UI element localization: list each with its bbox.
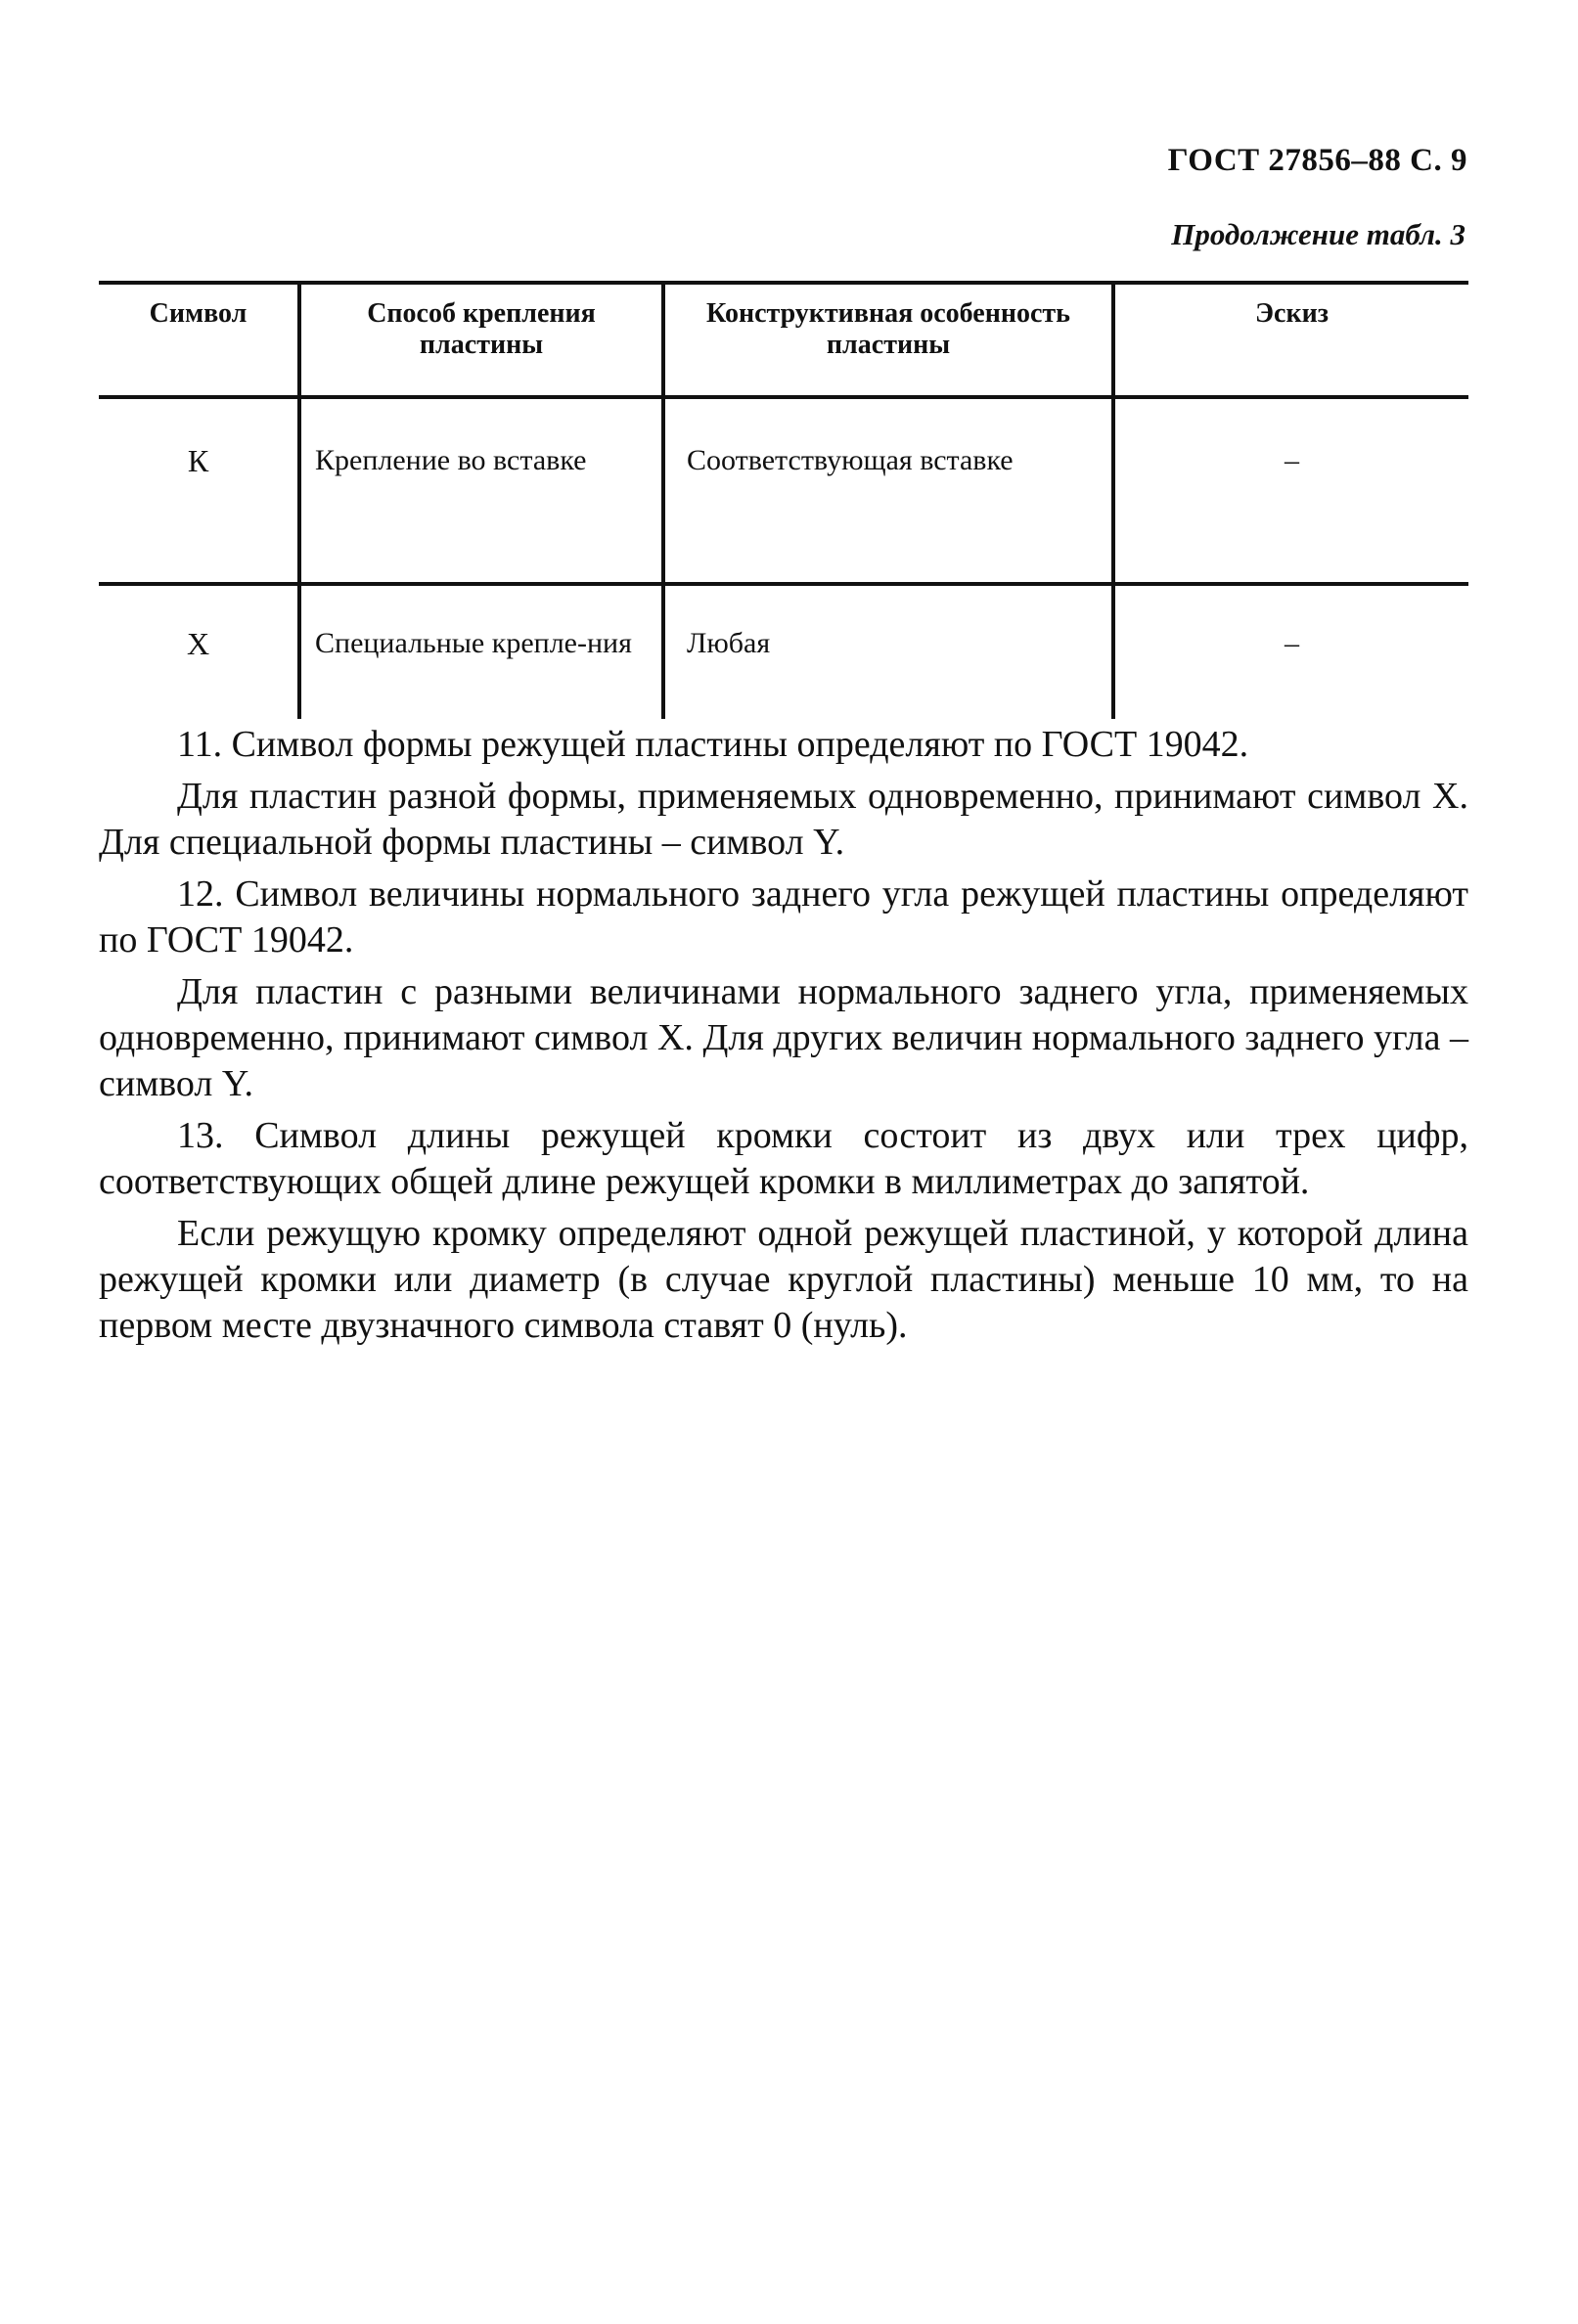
column-header-feature: Конструктивная особенность пластины: [663, 283, 1113, 397]
paragraph-11-note: Для пластин разной формы, применяемых одновременно, принимают символ Х. Для специальной формы пластины – символ Y.: [99, 776, 1468, 863]
cell-mounting: Специальные крепле-ния: [299, 584, 663, 719]
cell-symbol: К: [99, 397, 299, 584]
body-text: [99, 722, 1468, 1355]
paragraph-12: 12. Символ величины нормального заднего угла режущей пластины определяют по ГОСТ 19042.: [99, 873, 1468, 961]
cell-sketch: –: [1113, 397, 1468, 584]
cell-mounting: Крепление во вставке: [299, 397, 663, 584]
table-row: [99, 397, 1468, 584]
paragraph-11: 11. Символ формы режущей пластины определяют по ГОСТ 19042.: [177, 724, 1249, 765]
cell-sketch: –: [1113, 584, 1468, 719]
table-row: [99, 584, 1468, 719]
table-header-row: [99, 283, 1468, 397]
symbols-table: [99, 281, 1468, 719]
page-header: ГОСТ 27856–88 С. 9: [1167, 143, 1467, 178]
cell-symbol: Х: [186, 626, 210, 661]
cell-feature: Любая: [663, 584, 1113, 719]
column-header-symbol: Символ: [99, 283, 299, 397]
paragraph-12-note: Для пластин с разными величинами нормального заднего угла, применяемых одновременно, принимают символ Х. Для других величин нормального заднего угла – символ Y.: [99, 971, 1468, 1104]
paragraph-13: 13. Символ длины режущей кромки состоит из двух или трех цифр, соответствующих общей длине режущей кромки в миллиметрах до запятой.: [99, 1115, 1468, 1202]
column-header-sketch: Эскиз: [1113, 283, 1468, 397]
column-header-mounting: Способ крепления пластины: [299, 283, 663, 397]
table-caption: Продолжение табл. 3: [1171, 217, 1465, 251]
cell-feature: Соответствующая вставке: [663, 397, 1113, 584]
table-container: [99, 281, 1468, 719]
paragraph-13-note: Если режущую кромку определяют одной режущей пластиной, у которой длина режущей кромки или диаметр (в случае круглой пластины) меньше 10 мм, то на первом месте двузначного символа ставят 0 (нуль).: [99, 1213, 1468, 1346]
